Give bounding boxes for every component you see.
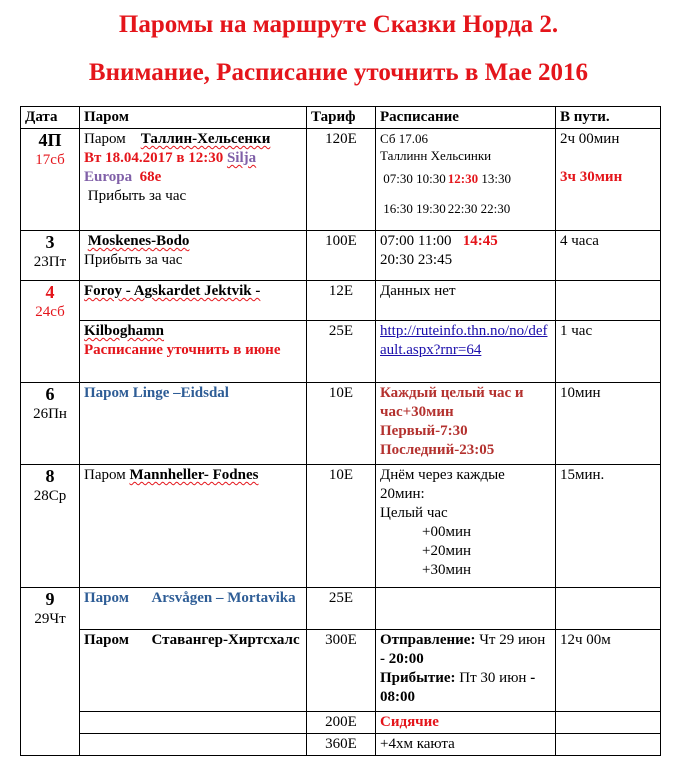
travel-cell: 15мин.: [556, 465, 661, 588]
ferry-cell: [80, 129, 307, 231]
ferry-cell: [80, 712, 307, 734]
travel-time-highlight: 3ч 30мин: [560, 169, 623, 185]
date-day: 17сб: [35, 152, 65, 168]
tariff-cell: 12Е: [307, 281, 376, 321]
table-row: [21, 383, 661, 465]
date-number: 6: [45, 384, 55, 404]
departure-time: - 20:00: [380, 651, 424, 667]
travel-cell: 12ч 00м: [556, 630, 661, 712]
date-day: 28Ср: [33, 488, 67, 504]
ferry-ship: Silja: [226, 150, 257, 166]
ferry-route: Kilboghamn: [84, 323, 165, 339]
date-number: 4: [45, 282, 55, 302]
travel-cell: [556, 734, 661, 756]
schedule-last: Последний-23:05: [380, 442, 495, 458]
time: 10:30: [416, 171, 446, 186]
schedule-times-2: 20:30 23:45: [380, 252, 453, 268]
table-row: [21, 588, 661, 630]
page-title: Паромы на маршруте Сказки Норда 2.: [118, 11, 559, 38]
table-row: [21, 129, 661, 231]
ferry-note: Прибыть за час: [84, 252, 183, 268]
date-cell: [21, 129, 80, 231]
schedule-line: +00мин: [422, 524, 472, 540]
ferry-cell: [80, 465, 307, 588]
schedule-times-1: [380, 164, 551, 194]
schedule-line: Каждый целый час и час+30мин: [380, 385, 524, 420]
schedule-day: Сб 17.06: [380, 131, 428, 146]
ferry-route: Foroy - Agskardet Jektvik -: [84, 283, 261, 299]
schedule-time-highlight: 14:45: [462, 233, 498, 249]
schedule-cell: [376, 630, 556, 712]
travel-time: 2ч 00мин: [560, 131, 620, 147]
time: 22:30: [447, 201, 478, 216]
column-header-date: Дата: [21, 107, 80, 129]
schedule-route: Таллинн Хельсинки: [380, 148, 492, 163]
ferry-note: Прибыть за час: [87, 188, 187, 204]
tariff-cell: 100Е: [307, 231, 376, 281]
travel-cell: [556, 281, 661, 321]
ferry-route: Mannheller- Fodnes: [129, 467, 259, 483]
arrival-label: Прибытие:: [380, 670, 456, 686]
ferry-ship-2: Europa: [84, 169, 133, 185]
tariff-cell: 10Е: [307, 465, 376, 588]
date-number: 9: [45, 589, 55, 609]
date-day: 29Чт: [34, 611, 66, 627]
ferry-cell: [80, 231, 307, 281]
schedule-cell: [376, 465, 556, 588]
ferry-cell: [80, 281, 307, 321]
date-day: 23Пт: [33, 254, 67, 270]
ferry-prefix: Паром: [84, 131, 126, 147]
schedule-cell: [376, 588, 556, 630]
column-header-schedule: Расписание: [376, 107, 556, 129]
time: 13:30: [481, 171, 511, 186]
schedule-line: +20мин: [422, 543, 472, 559]
schedule-cell: [376, 321, 556, 383]
travel-cell: 10мин: [556, 383, 661, 465]
schedule-cell: Сидячие: [376, 712, 556, 734]
schedule-times-2: [380, 194, 551, 224]
ferry-cell: [80, 588, 307, 630]
ferry-schedule-table: [20, 106, 661, 756]
tariff-cell: 360Е: [307, 734, 376, 756]
date-number: 8: [45, 466, 55, 486]
tariff-cell: 300Е: [307, 630, 376, 712]
tariff-cell: 120Е: [307, 129, 376, 231]
arrival-time: - 08:00: [380, 670, 536, 705]
time: 19:30: [416, 201, 446, 216]
table-row: [21, 321, 661, 383]
travel-cell: [556, 712, 661, 734]
table-row: [21, 465, 661, 588]
departure-value: Чт 29 июн: [479, 632, 546, 648]
table-row: [21, 630, 661, 712]
time-highlight: 12:30: [447, 171, 479, 186]
date-cell: [21, 465, 80, 588]
column-header-tariff: Тариф: [307, 107, 376, 129]
ferry-route: Moskenes-Bodo: [87, 233, 190, 249]
time: 07:30: [383, 171, 413, 186]
ferry-route: Таллин-Хельсенки: [140, 131, 271, 147]
schedule-link[interactable]: http://ruteinfo.thn.no/no/default.aspx?rnr=64: [380, 323, 548, 358]
departure-label: Отправление:: [380, 632, 476, 648]
tariff-cell: 25Е: [307, 321, 376, 383]
schedule-cell: Данных нет: [376, 281, 556, 321]
schedule-times: 07:00 11:00: [380, 233, 452, 249]
travel-cell: 1 час: [556, 321, 661, 383]
column-header-ferry: Паром: [80, 107, 307, 129]
time: 16:30: [383, 201, 413, 216]
date-number: 4П: [38, 130, 62, 150]
travel-cell: 4 часа: [556, 231, 661, 281]
table-row: [21, 231, 661, 281]
schedule-cell: [376, 129, 556, 231]
table-row: [21, 281, 661, 321]
schedule-line: +30мин: [422, 562, 472, 578]
schedule-line: Днём через каждые 20мин:: [380, 467, 505, 502]
column-header-travel: В пути.: [556, 107, 661, 129]
tariff-cell: 10Е: [307, 383, 376, 465]
ferry-cell: [80, 321, 307, 383]
travel-cell: [556, 129, 661, 231]
table-row: [21, 734, 661, 756]
schedule-first: Первый-7:30: [380, 423, 468, 439]
ferry-cell: [80, 630, 307, 712]
arrival-value: Пт 30 июн: [459, 670, 527, 686]
ferry-date: Вт 18.04.2017 в 12:30: [84, 150, 224, 166]
ferry-route: Паром Arsvågen – Mortavika: [84, 590, 296, 606]
ferry-route: Паром Linge –Eidsdal: [84, 385, 229, 401]
page-subtitle: Внимание, Расписание уточнить в Мае 2016: [88, 59, 589, 86]
date-cell: [21, 383, 80, 465]
date-day: 24сб: [35, 304, 65, 320]
schedule-cell: [376, 383, 556, 465]
ferry-cell: [80, 383, 307, 465]
ferry-note: Расписание уточнить в июне: [84, 342, 281, 358]
table-header-row: [21, 107, 661, 129]
date-number: 3: [45, 232, 55, 252]
table-row: [21, 712, 661, 734]
travel-cell: [556, 588, 661, 630]
schedule-line: Целый час: [380, 505, 448, 521]
time: 22:30: [480, 201, 511, 216]
date-cell: [21, 588, 80, 756]
tariff-cell: 25Е: [307, 588, 376, 630]
ferry-prefix: Паром: [84, 467, 126, 483]
schedule-cell: [376, 231, 556, 281]
ferry-price: 68е: [139, 169, 162, 185]
date-day: 26Пн: [33, 406, 67, 422]
date-cell: [21, 281, 80, 383]
tariff-cell: 200Е: [307, 712, 376, 734]
date-cell: [21, 231, 80, 281]
ferry-cell: [80, 734, 307, 756]
ferry-route: Паром Ставангер-Хиртсхалс: [84, 632, 300, 648]
schedule-cell: +4хм каюта: [376, 734, 556, 756]
